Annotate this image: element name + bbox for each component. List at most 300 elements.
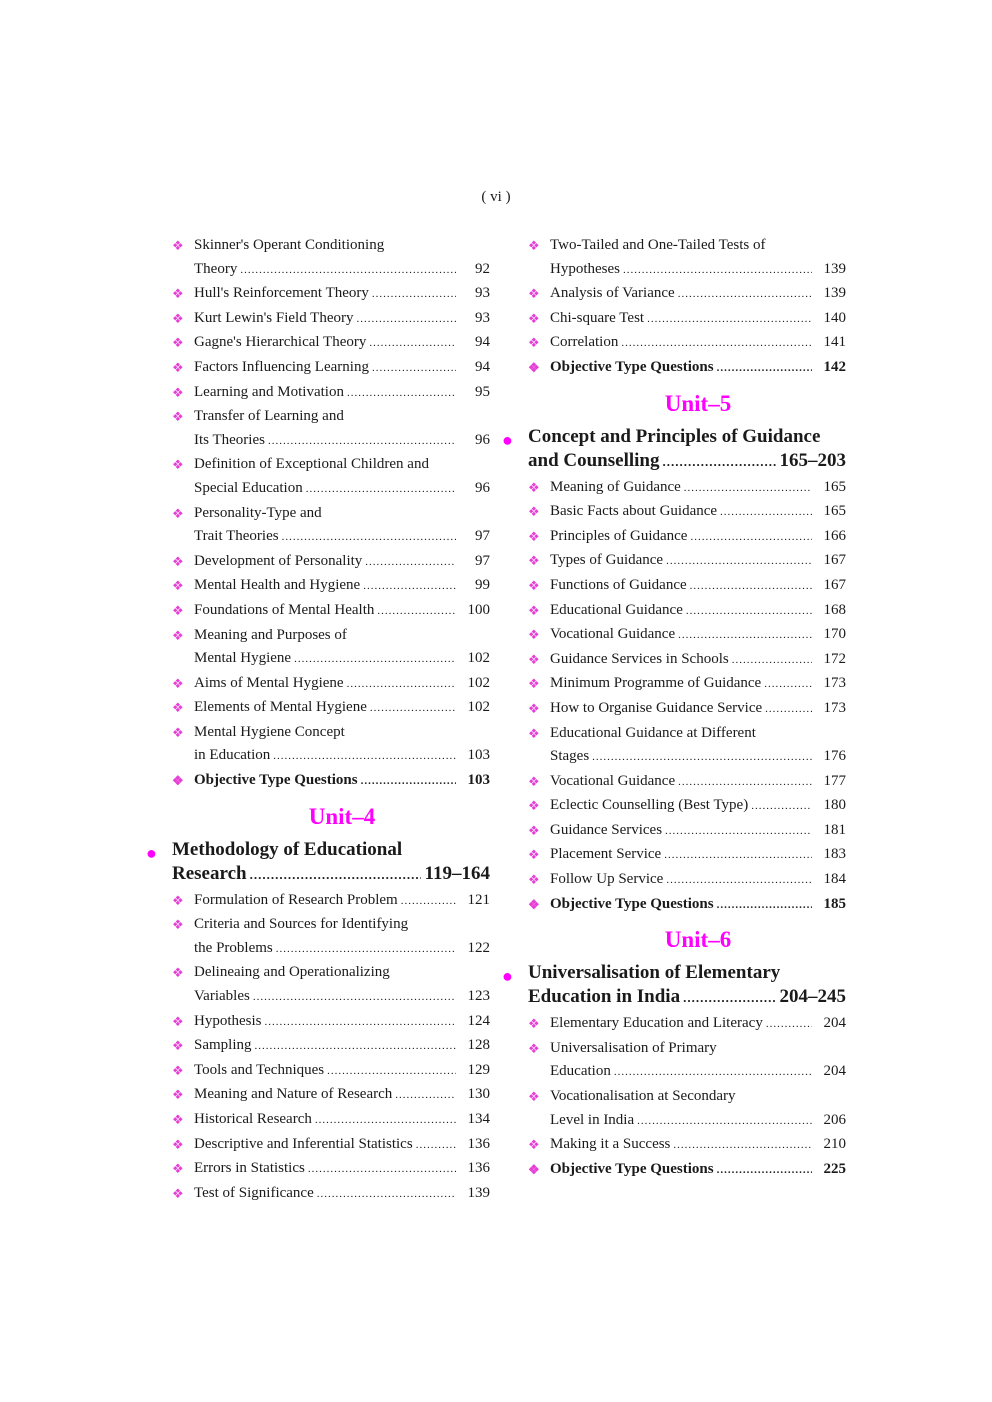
diamond-bullet-icon: ❖ <box>528 335 540 351</box>
unit-5-heading: Unit–5 <box>664 390 732 416</box>
diamond-bullet-icon: ❖ <box>172 1087 184 1103</box>
toc-entry[interactable] <box>172 721 490 769</box>
diamond-bullet-icon: ❖ <box>172 1062 184 1078</box>
toc-entry-page: 92 <box>475 260 490 277</box>
dot-leader <box>365 550 456 575</box>
toc-entry-row <box>194 647 490 672</box>
toc-entry[interactable] <box>172 1010 490 1035</box>
toc-entry[interactable] <box>172 574 490 599</box>
diamond-bullet-icon: ❖ <box>172 1161 184 1177</box>
toc-entry[interactable] <box>172 550 490 575</box>
dot-leader <box>370 696 456 721</box>
toc-entry-page: 123 <box>467 988 490 1005</box>
toc-entry-page: 142 <box>823 358 846 375</box>
diamond-bullet-icon: ❖ <box>172 917 184 933</box>
toc-entry-row <box>194 381 490 406</box>
dot-leader <box>684 476 812 501</box>
diamond-bullet-icon: ❖ <box>172 773 184 789</box>
dot-leader <box>623 258 812 283</box>
diamond-bullet-icon: ❖ <box>172 602 184 618</box>
toc-entry[interactable] <box>528 1158 846 1183</box>
dot-leader <box>253 985 456 1010</box>
toc-entry[interactable] <box>172 1157 490 1182</box>
dot-leader <box>416 1133 456 1158</box>
toc-entry-title: Basic Facts about Guidance <box>550 503 718 520</box>
toc-entry-page: 225 <box>823 1160 846 1177</box>
toc-entry-title: Guidance Services <box>550 821 663 838</box>
toc-entry[interactable] <box>528 1133 846 1158</box>
toc-entry-title: Guidance Services in Schools <box>550 650 729 667</box>
toc-entry-row <box>194 429 490 454</box>
toc-entry-title: Correlation <box>550 334 619 351</box>
toc-entry-row <box>194 307 490 332</box>
dot-leader <box>282 525 456 550</box>
toc-entry-row <box>194 1010 490 1035</box>
diamond-bullet-icon: ❖ <box>528 577 540 593</box>
diamond-bullet-icon: ❖ <box>172 892 184 908</box>
toc-entry-page: 102 <box>467 674 490 691</box>
toc-right-column <box>502 234 846 1182</box>
toc-entry-row <box>550 672 846 697</box>
toc-entry-title: Hypotheses <box>550 260 620 277</box>
toc-entry[interactable] <box>528 672 846 697</box>
chapter-title: Education in India <box>528 986 681 1008</box>
toc-entry-row <box>550 549 846 574</box>
diamond-bullet-icon: ❖ <box>528 1016 540 1032</box>
diamond-bullet-icon: ❖ <box>172 286 184 302</box>
toc-entry-row <box>194 937 490 962</box>
dot-leader <box>647 307 812 332</box>
toc-entry[interactable] <box>528 331 846 356</box>
toc-entry-row <box>550 794 846 819</box>
diamond-bullet-icon: ❖ <box>172 409 184 425</box>
toc-entry[interactable] <box>172 1108 490 1133</box>
toc-entry[interactable] <box>172 405 490 453</box>
toc-entry-row <box>194 672 490 697</box>
toc-entry[interactable] <box>172 1083 490 1108</box>
toc-entry-row <box>194 550 490 575</box>
toc-entry[interactable] <box>528 1037 846 1085</box>
toc-entry[interactable] <box>172 769 490 794</box>
toc-entry[interactable] <box>528 770 846 795</box>
toc-entry-title-line: Skinner's Operant Conditioning <box>194 237 385 253</box>
toc-entry-page: 134 <box>467 1111 490 1127</box>
chapter-heading-unit-4[interactable] <box>146 838 490 887</box>
toc-entry-page: 140 <box>823 309 846 326</box>
chapter-title-line: Concept and Principles of Guidance <box>528 425 821 447</box>
toc-entry-title: Types of Guidance <box>550 552 664 569</box>
toc-entry-page: 183 <box>823 846 846 863</box>
dot-leader <box>294 647 456 672</box>
toc-entry-page: 96 <box>475 431 490 448</box>
toc-entry-row <box>550 697 846 722</box>
toc-entry-page: 100 <box>467 601 490 618</box>
diamond-bullet-icon: ❖ <box>528 479 540 495</box>
toc-entry[interactable] <box>172 913 490 961</box>
toc-entry-title: Foundations of Mental Health <box>194 601 375 618</box>
toc-entry-page: 177 <box>823 772 846 789</box>
toc-entry-title: Meaning and Nature of Research <box>194 1086 393 1103</box>
toc-entry-row <box>550 745 846 770</box>
toc-entry-page: 166 <box>823 527 846 544</box>
diamond-bullet-icon: ❖ <box>172 1112 184 1127</box>
dot-leader <box>717 893 812 918</box>
dot-leader <box>662 449 775 474</box>
dot-leader <box>683 985 775 1010</box>
toc-entry-row <box>194 525 490 550</box>
toc-entry-title-line: Two-Tailed and One-Tailed Tests of <box>550 237 766 253</box>
toc-entry-page: 167 <box>823 552 846 569</box>
diamond-bullet-icon: ❖ <box>172 238 184 253</box>
diamond-bullet-icon: ❖ <box>172 457 184 473</box>
toc-entry-title: Objective Type Questions <box>550 1160 714 1177</box>
toc-entry-row <box>194 1157 490 1182</box>
round-bullet-icon: ● <box>502 966 513 987</box>
diamond-bullet-icon: ❖ <box>528 1137 540 1153</box>
toc-entry-row <box>550 1158 846 1183</box>
diamond-bullet-icon: ❖ <box>528 872 540 888</box>
dot-leader <box>717 1158 812 1183</box>
toc-entry-row <box>550 843 846 868</box>
diamond-bullet-icon: ❖ <box>528 676 540 692</box>
toc-entry[interactable] <box>528 819 846 844</box>
toc-entry-page: 185 <box>823 895 846 912</box>
diamond-bullet-icon: ❖ <box>528 528 540 544</box>
dot-leader <box>401 889 456 914</box>
toc-entry-title: Meaning of Guidance <box>550 478 681 495</box>
toc-entry-row <box>550 500 846 525</box>
diamond-bullet-icon: ❖ <box>172 965 184 981</box>
diamond-bullet-icon: ❖ <box>528 310 540 326</box>
toc-entry-title: Principles of Guidance <box>550 527 688 544</box>
toc-entry[interactable] <box>528 234 846 282</box>
diamond-bullet-icon: ❖ <box>528 1161 540 1177</box>
toc-entry-row <box>194 769 490 794</box>
diamond-bullet-icon: ❖ <box>528 602 540 618</box>
dot-leader <box>678 770 812 795</box>
dot-leader <box>250 862 421 887</box>
toc-entry-title: Vocational Guidance <box>550 626 676 643</box>
toc-entry[interactable] <box>172 672 490 697</box>
dot-leader <box>347 672 456 697</box>
toc-entry-title: Factors Influencing Learning <box>194 358 369 375</box>
toc-entry[interactable] <box>528 356 846 381</box>
toc-entry-title-line: Criteria and Sources for Identifying <box>194 916 409 933</box>
toc-entry-page: 136 <box>467 1135 490 1152</box>
toc-entry-page: 97 <box>475 528 490 545</box>
toc-entry-page: 130 <box>467 1086 490 1103</box>
diamond-bullet-icon: ❖ <box>528 504 540 520</box>
toc-entry-row <box>550 525 846 550</box>
dot-leader <box>766 1012 812 1037</box>
toc-entry-title: Education <box>550 1063 611 1080</box>
toc-entry[interactable] <box>172 1182 490 1207</box>
dot-leader <box>363 574 456 599</box>
toc-entry[interactable] <box>528 574 846 599</box>
toc-entry-page: 180 <box>823 797 846 814</box>
toc-entry-row <box>194 696 490 721</box>
toc-entry[interactable] <box>528 843 846 868</box>
toc-entry[interactable] <box>528 549 846 574</box>
toc-entry[interactable] <box>172 1059 490 1084</box>
toc-entry-title: Gagne's Hierarchical Theory <box>194 334 367 351</box>
toc-list-continued <box>172 234 490 794</box>
toc-entry[interactable] <box>172 1133 490 1158</box>
toc-entry-page: 129 <box>467 1061 490 1078</box>
toc-entry[interactable] <box>528 307 846 332</box>
toc-entry[interactable] <box>528 623 846 648</box>
toc-entry[interactable] <box>172 356 490 381</box>
toc-entry[interactable] <box>528 893 846 918</box>
dot-leader <box>240 258 456 283</box>
toc-entry[interactable] <box>172 282 490 307</box>
toc-entry-row <box>550 574 846 599</box>
diamond-bullet-icon: ❖ <box>172 553 184 569</box>
toc-entry[interactable] <box>172 599 490 624</box>
toc-entry-row <box>550 258 846 283</box>
toc-entry-page: 96 <box>475 479 490 496</box>
toc-entry-page: 121 <box>467 891 490 908</box>
toc-entry[interactable] <box>172 234 490 282</box>
toc-entry-title: Vocational Guidance <box>550 772 676 789</box>
toc-entry-page: 102 <box>467 699 490 716</box>
toc-entry-page: 95 <box>475 383 490 400</box>
dot-leader <box>357 307 457 332</box>
round-bullet-icon: ● <box>146 842 157 863</box>
toc-entry-row <box>194 1034 490 1059</box>
toc-entry-title: Elements of Mental Hygiene <box>194 699 367 716</box>
toc-entry-row <box>194 1059 490 1084</box>
dot-leader <box>751 794 812 819</box>
toc-entry-title-line: Educational Guidance at Different <box>550 724 756 741</box>
dot-leader <box>637 1109 812 1134</box>
toc-entry-title: Stages <box>550 748 590 765</box>
dot-leader <box>614 1060 812 1085</box>
toc-entry[interactable] <box>172 502 490 550</box>
toc-entry-page: 128 <box>467 1037 490 1054</box>
toc-entry-row <box>550 1109 846 1134</box>
diamond-bullet-icon: ❖ <box>528 822 540 838</box>
toc-left-column <box>146 234 490 1206</box>
toc-entry-title: Elementary Education and Literacy <box>550 1015 763 1032</box>
toc-entry-title-line: Universalisation of Primary <box>550 1039 717 1056</box>
diamond-bullet-icon: ❖ <box>528 238 540 253</box>
dot-leader <box>273 744 456 769</box>
dot-leader <box>395 1083 456 1108</box>
chapter-title: and Counselling <box>528 449 660 471</box>
diamond-bullet-icon: ❖ <box>172 1013 184 1029</box>
toc-entry-row <box>550 282 846 307</box>
diamond-bullet-icon: ❖ <box>172 384 184 400</box>
dot-leader <box>666 868 812 893</box>
toc-entry-row <box>550 623 846 648</box>
toc-entry-row <box>194 744 490 769</box>
toc-entry[interactable] <box>172 624 490 672</box>
toc-entry-row <box>550 476 846 501</box>
toc-list-continued-right <box>528 234 846 381</box>
dot-leader <box>764 672 812 697</box>
toc-entry-title: Mental Health and Hygiene <box>194 577 361 594</box>
dot-leader <box>720 500 812 525</box>
toc-entry-row <box>550 331 846 356</box>
toc-entry-page: 139 <box>823 260 846 277</box>
toc-entry-row <box>194 331 490 356</box>
toc-entry-title: Hypothesis <box>194 1012 262 1029</box>
toc-entry-row <box>550 893 846 918</box>
toc-entry-row <box>194 258 490 283</box>
toc-entry[interactable] <box>528 500 846 525</box>
toc-entry[interactable] <box>528 476 846 501</box>
toc-entry-title: Tools and Techniques <box>194 1061 325 1078</box>
toc-entry-title: Follow Up Service <box>550 871 664 888</box>
toc-entry-row <box>194 1108 490 1133</box>
toc-entry-title: Aims of Mental Hygiene <box>194 674 344 691</box>
toc-entry-title: Learning and Motivation <box>194 383 344 400</box>
toc-entry-page: 93 <box>475 309 490 326</box>
dot-leader <box>690 574 812 599</box>
page-number: ( vi ) <box>481 189 511 205</box>
toc-entry[interactable] <box>528 868 846 893</box>
toc-entry-row <box>550 648 846 673</box>
diamond-bullet-icon: ❖ <box>528 627 540 643</box>
dot-leader <box>308 1157 456 1182</box>
toc-entry-title: Errors in Statistics <box>194 1160 305 1177</box>
toc-entry-title: Historical Research <box>194 1111 312 1127</box>
chapter-title: Research <box>172 862 247 884</box>
chapter-heading-unit-6[interactable] <box>502 961 846 1010</box>
toc-entry-title: Analysis of Variance <box>550 285 675 302</box>
toc-entry-title: Formulation of Research Problem <box>194 891 398 908</box>
toc-entry-title-line: Meaning and Purposes of <box>194 626 347 643</box>
toc-entry[interactable] <box>528 794 846 819</box>
diamond-bullet-icon: ❖ <box>528 798 540 814</box>
toc-entry-page: 204 <box>823 1063 846 1080</box>
dot-leader <box>678 282 812 307</box>
toc-entry-row <box>194 599 490 624</box>
toc-entry-page: 136 <box>467 1160 490 1177</box>
toc-entry[interactable] <box>172 307 490 332</box>
chapter-title-line: Methodology of Educational <box>172 838 403 860</box>
toc-entry[interactable] <box>528 722 846 770</box>
toc-entry-page: 172 <box>823 650 846 667</box>
toc-entry-row <box>194 356 490 381</box>
dot-leader <box>317 1182 456 1207</box>
toc-entry-title: Development of Personality <box>194 552 363 569</box>
diamond-bullet-icon: ❖ <box>528 896 540 912</box>
toc-entry-row <box>194 1133 490 1158</box>
toc-entry-page: 94 <box>475 334 490 351</box>
toc-entry-page: 184 <box>823 871 846 888</box>
toc-entry[interactable] <box>528 525 846 550</box>
toc-entry-title: in Education <box>194 747 271 764</box>
toc-entry[interactable] <box>528 1085 846 1133</box>
chapter-heading-unit-5[interactable] <box>502 425 846 474</box>
dot-leader <box>664 843 812 868</box>
toc-entry-row <box>194 889 490 914</box>
toc-entry-page: 206 <box>823 1111 846 1128</box>
toc-entry-title: Objective Type Questions <box>550 358 714 375</box>
round-bullet-icon: ● <box>502 429 513 450</box>
toc-entry-page: 93 <box>475 285 490 302</box>
toc-entry[interactable] <box>172 696 490 721</box>
diamond-bullet-icon: ❖ <box>528 773 540 789</box>
toc-entry-title: Functions of Guidance <box>550 576 687 593</box>
toc-entry[interactable] <box>172 381 490 406</box>
toc-entry[interactable] <box>172 961 490 1009</box>
chapter-page-range: 204–245 <box>779 986 846 1008</box>
toc-entry-row <box>194 574 490 599</box>
dot-leader <box>347 381 456 406</box>
toc-entry-title-line: Transfer of Learning and <box>194 408 344 425</box>
dot-leader <box>327 1059 456 1084</box>
toc-entry-title: Objective Type Questions <box>194 772 358 789</box>
toc-entry[interactable] <box>528 282 846 307</box>
toc-entry-title: Its Theories <box>194 431 265 448</box>
dot-leader <box>717 356 812 381</box>
toc-list-unit-4 <box>172 889 490 1207</box>
toc-entry-title: Eclectic Counselling (Best Type) <box>550 797 749 814</box>
dot-leader <box>673 1133 812 1158</box>
diamond-bullet-icon: ❖ <box>172 310 184 326</box>
toc-entry[interactable] <box>172 331 490 356</box>
toc-entry-page: 94 <box>475 358 490 375</box>
toc-entry-page: 176 <box>823 748 846 765</box>
toc-entry-title-line: Delineaing and Operationalizing <box>194 964 390 981</box>
toc-entry-page: 181 <box>823 821 846 838</box>
toc-entry-title: Descriptive and Inferential Statistics <box>194 1135 413 1152</box>
diamond-bullet-icon: ❖ <box>528 700 540 716</box>
diamond-bullet-icon: ❖ <box>172 675 184 691</box>
diamond-bullet-icon: ❖ <box>528 1040 540 1056</box>
toc-entry-row <box>550 599 846 624</box>
toc-entry-row <box>194 282 490 307</box>
toc-entry-title: Chi-square Test <box>550 309 645 326</box>
toc-entry-row <box>550 868 846 893</box>
chapter-title-line: Universalisation of Elementary <box>528 962 781 984</box>
toc-entry-title: Special Education <box>194 479 303 496</box>
toc-entry[interactable] <box>528 599 846 624</box>
toc-entry[interactable] <box>528 697 846 722</box>
diamond-bullet-icon: ❖ <box>528 1089 540 1105</box>
toc-entry[interactable] <box>528 1012 846 1037</box>
diamond-bullet-icon: ❖ <box>172 1185 184 1201</box>
toc-entry-page: 139 <box>823 285 846 302</box>
toc-entry-row <box>550 770 846 795</box>
toc-entry[interactable] <box>172 1034 490 1059</box>
dot-leader <box>315 1108 456 1133</box>
chapter-title-row <box>528 985 846 1010</box>
toc-entry[interactable] <box>528 648 846 673</box>
toc-entry[interactable] <box>172 453 490 501</box>
toc-entry-title: Hull's Reinforcement Theory <box>194 285 369 302</box>
toc-entry-row <box>194 1083 490 1108</box>
toc-entry-row <box>194 1182 490 1207</box>
diamond-bullet-icon: ❖ <box>172 724 184 740</box>
toc-entry-row <box>550 819 846 844</box>
diamond-bullet-icon: ❖ <box>172 578 184 594</box>
toc-entry[interactable] <box>172 889 490 914</box>
dot-leader <box>369 331 456 356</box>
chapter-page-range: 165–203 <box>779 449 846 471</box>
toc-entry-row <box>550 1012 846 1037</box>
toc-entry-title: Theory <box>194 260 238 277</box>
unit-4-heading: Unit–4 <box>308 803 376 829</box>
diamond-bullet-icon: ❖ <box>172 627 184 643</box>
toc-entry-title-line: Mental Hygiene Concept <box>194 723 345 740</box>
toc-entry-row <box>550 1060 846 1085</box>
chapter-title-row <box>528 449 846 474</box>
toc-entry-title: Variables <box>194 988 250 1005</box>
